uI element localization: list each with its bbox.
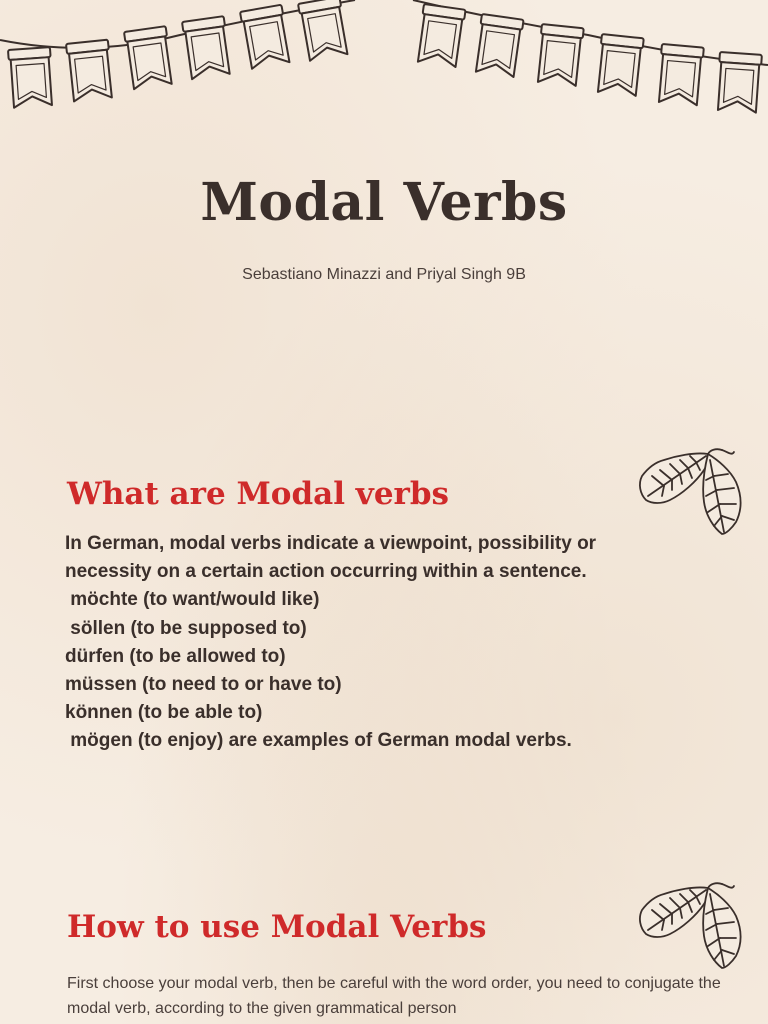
section-paragraph: First choose your modal verb, then be careful with the word order, you need to conjugate the modal verb, according to the given grammatical person: [67, 975, 721, 1017]
bunting-flags-icon: [0, 0, 360, 125]
body-line: mögen (to enjoy) are examples of German modal verbs.: [65, 730, 572, 752]
page-title: Modal Verbs: [200, 172, 568, 233]
body-line: dürfen (to be allowed to): [65, 645, 286, 667]
body-line: müssen (to need to or have to): [65, 674, 342, 696]
body-line: In German, modal verbs indicate a viewpoint, possibility or: [65, 533, 597, 554]
bunting-flags-icon: [408, 0, 768, 125]
section-body-text: [65, 530, 705, 756]
body-line: möchte (to want/would like): [65, 589, 320, 611]
section-heading-what-are: What are Modal verbs: [67, 476, 450, 512]
body-line: söllen (to be supposed to): [65, 617, 307, 639]
autumn-leaves-icon: [634, 876, 754, 976]
body-line: können (to be able to): [65, 702, 263, 724]
section-heading-how-to-use: How to use Modal Verbs: [67, 909, 487, 945]
subtitle-authors: Sebastiano Minazzi and Priyal Singh 9B: [242, 266, 526, 283]
body-line: necessity on a certain action occurring within a sentence.: [65, 561, 587, 583]
autumn-leaves-icon: [634, 442, 754, 542]
